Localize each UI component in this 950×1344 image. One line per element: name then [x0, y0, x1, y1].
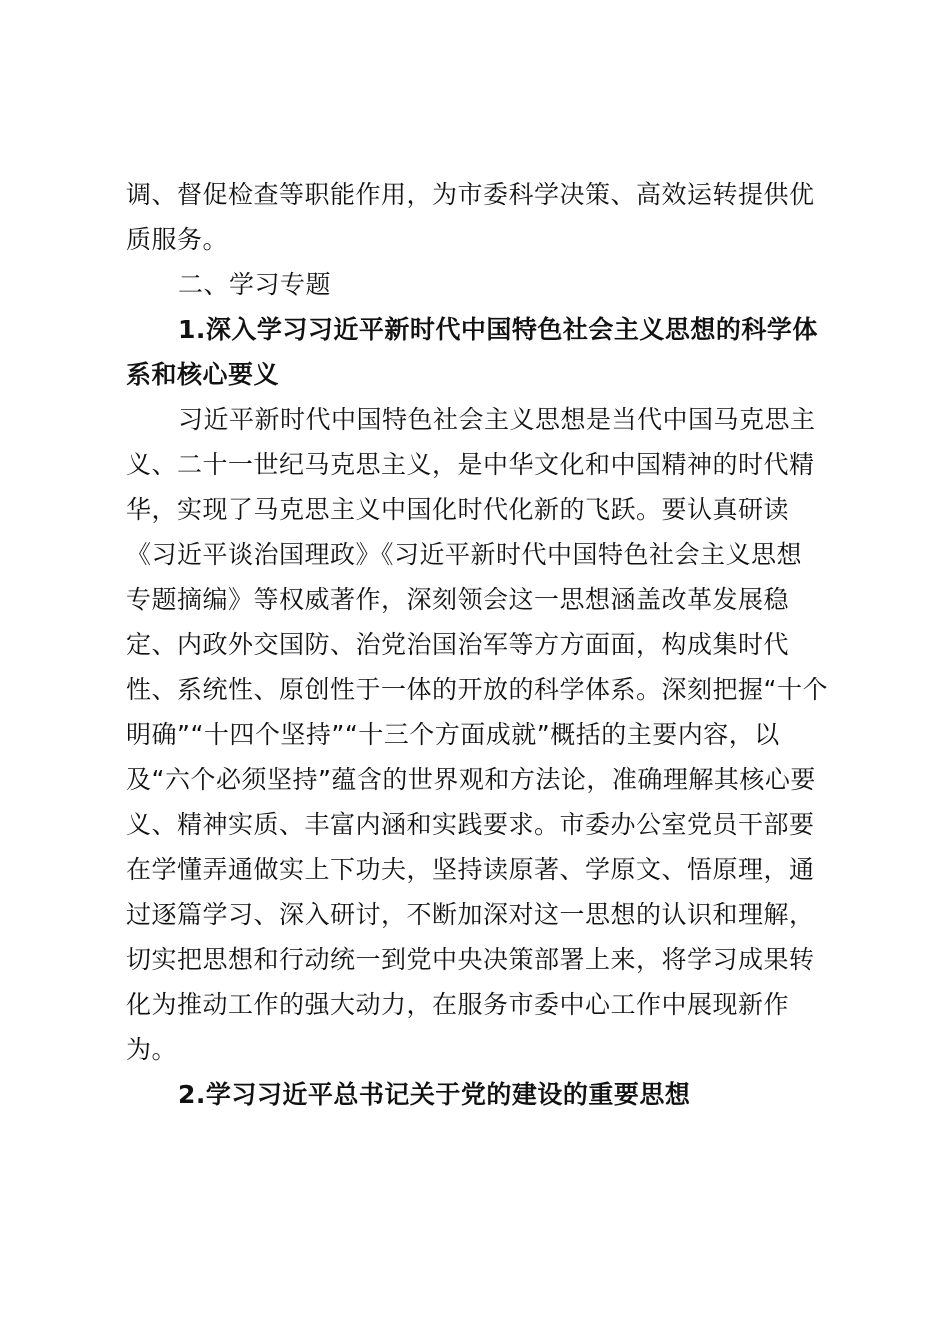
paragraph-line: 义、精神实质、丰富内涵和实践要求。市委办公室党员干部要 [126, 810, 815, 839]
topic-heading-2: 2.学习习近平总书记关于党的建设的重要思想 [178, 1080, 691, 1109]
paragraph-line: 专题摘编》等权威著作，深刻领会这一思想涵盖改革发展稳 [126, 585, 790, 614]
paragraph-line: 习近平新时代中国特色社会主义思想是当代中国马克思主 [178, 405, 816, 434]
paragraph-line: 华，实现了马克思主义中国化时代化新的飞跃。要认真研读 [126, 495, 790, 524]
paragraph-line: 明确”“十四个坚持”“十三个方面成就”概括的主要内容，以 [126, 720, 780, 749]
paragraph-line: 性、系统性、原创性于一体的开放的科学体系。深刻把握“十个 [126, 675, 828, 704]
paragraph-line: 《习近平谈治国理政》《习近平新时代中国特色社会主义思想 [126, 540, 803, 569]
paragraph-line: 过逐篇学习、深入研讨，不断加深对这一思想的认识和理解， [126, 900, 815, 929]
paragraph-line: 切实把思想和行动统一到党中央决策部署上来，将学习成果转 [126, 945, 815, 974]
paragraph-line: 质服务。 [126, 225, 229, 254]
paragraph-line: 在学懂弄通做实上下功夫，坚持读原著、学原文、悟原理，通 [126, 855, 815, 884]
topic-heading-1: 1.深入学习习近平新时代中国特色社会主义思想的科学体 [178, 315, 818, 344]
paragraph-line: 及“六个必须坚持”蕴含的世界观和方法论，准确理解其核心要 [126, 765, 816, 794]
paragraph-line: 义、二十一世纪马克思主义，是中华文化和中国精神的时代精 [126, 450, 815, 479]
paragraph-line: 为。 [126, 1035, 178, 1064]
paragraph-line: 化为推动工作的强大动力，在服务市委中心工作中展现新作 [126, 990, 790, 1019]
paragraph-line: 调、督促检查等职能作用，为市委科学决策、高效运转提供优 [126, 180, 815, 209]
topic-heading-1-cont: 系和核心要义 [126, 360, 280, 389]
section-heading: 二、学习专题 [178, 270, 332, 299]
paragraph-line: 定、内政外交国防、治党治国治军等方方面面，构成集时代 [126, 630, 790, 659]
